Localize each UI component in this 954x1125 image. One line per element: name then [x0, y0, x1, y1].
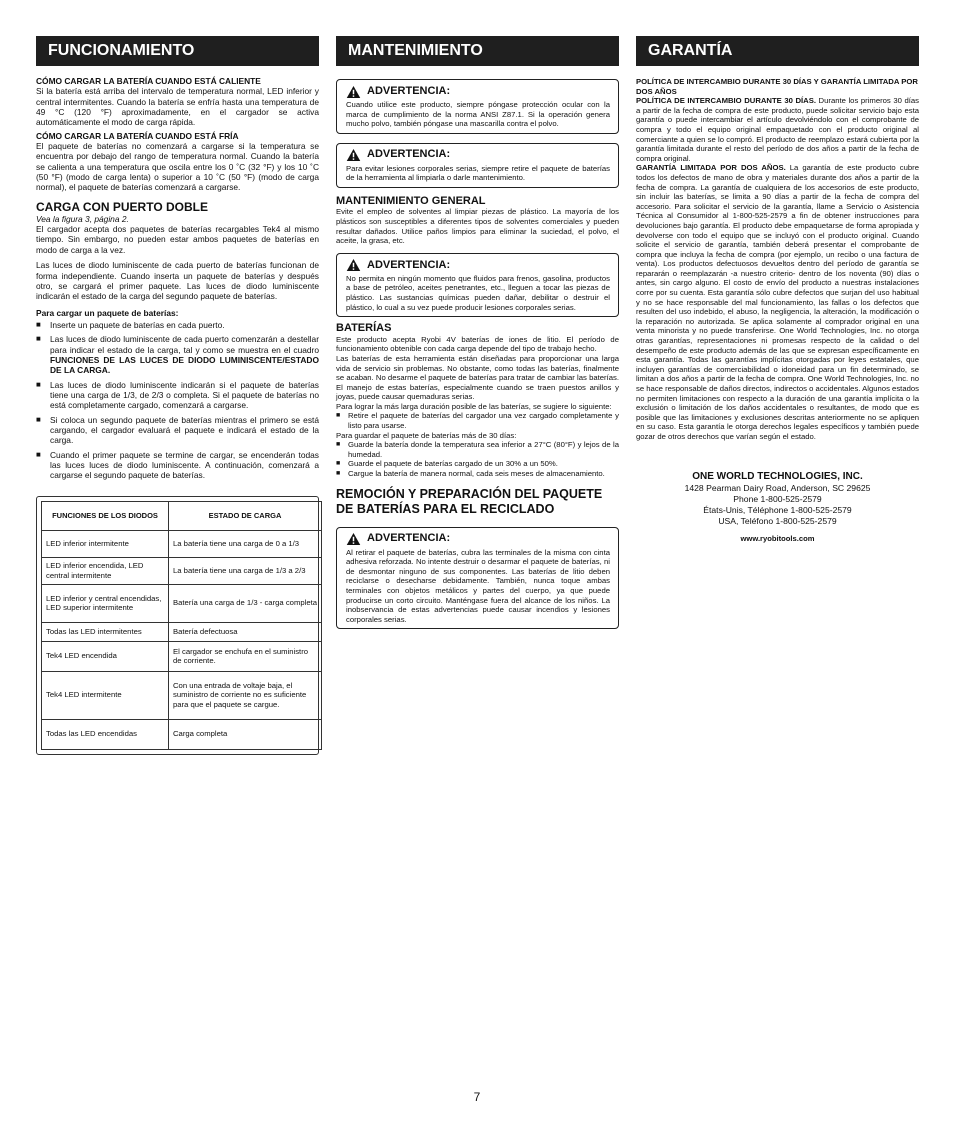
section-header: MANTENIMIENTO — [336, 36, 619, 66]
list-item: ■ Cuando el primer paquete se termine de cargar, se encenderán todas las luces luces de diodo luminiscente. A continuación, comenzará a cargarse el segundo paquete de baterías. — [36, 450, 319, 481]
cold-text: El paquete de baterías no comenzará a cargarse si la temperatura se encuentra por debajo del rango de temperatura normal. Cuando la batería se calienta a una temperatura que oscila entre los 0 ˚C (32 °F) y los 10 ˚C (50 °F) (modo de carga lenta) o superior a 10 ˚C (50 °F) (modo de carga normal), el paquete de baterías comenzará a cargarse. — [36, 141, 319, 193]
warning-heading: ADVERTENCIA: — [346, 532, 610, 547]
table-row: Todas las LED encendidas Carga completa — [42, 719, 322, 749]
steps-list — [36, 320, 319, 481]
phone-fr: États-Unis, Téléphone 1-800-525-2579 — [703, 504, 852, 515]
table-header: ESTADO DE CARGA — [169, 501, 322, 530]
list-item: ■ Las luces de diodo luminiscente indicarán si el paquete de baterías tiene una carga de 1/3, de 2/3 o completa. Si el paquete de baterías no está completamente cargado, comenzará a cargarse. — [36, 380, 319, 411]
column-funcionamiento — [36, 36, 319, 755]
batteries-p4: Para guardar el paquete de baterías más de 30 días: — [336, 430, 517, 440]
dual-title: CARGA CON PUERTO DOBLE — [36, 199, 209, 214]
section-header: GARANTÍA — [636, 36, 919, 66]
warning-heading: ADVERTENCIA: — [346, 148, 610, 163]
led-table — [41, 501, 322, 750]
hot-title: CÓMO CARGAR LA BATERÍA CUANDO ESTÁ CALIENTE — [36, 76, 261, 86]
table-row: Todas las LED intermitentes Batería defectuosa — [42, 622, 322, 641]
warning-text: No permita en ningún momento que fluidos para frenos, gasolina, productos a base de petróleo, aceites penetrantes, etc., lleguen a tocar las piezas de plástico. Las sustancias químicas pueden dañar, debilitar o destruir el plástico, lo cual a su vez puede producir lesiones corporales serias. — [346, 273, 610, 312]
warranty-text: GARANTÍA LIMITADA POR DOS AÑOS. La garantía de este producto cubre todos los defectos de mano de obra y materiales durante dos años a partir de la fecha de compra. La garantía de cualquiera de los accesorios de este producto, sin incluir las baterías, se limita a 90 días a partir de la fecha de compra del accesorio. Para solicitar el servicio de la garantía, llame a Servicio o Asistencia Técnica al Consumidor al 1-800-525-2579 a fin de obtener instrucciones para devoluciones bajo garantía. El producto debe empaquetarse de forma apropiada y devolverse con todo el equipo que se incluyó con el producto original. Cuando solicite el servicio de garantía, también deberá presentar el comprobante de compra que incluya la fecha de compra (por ejemplo, un recibo o una factura de venta). Los productos defectuosos devueltos dentro del período de garantía se repararán o reemplazarán -a nuestro criterio- dentro de los noventa (90) días o antes, sin cargo alguno. El costo de envío del producto a nuestras instalaciones corre por su cuenta. Esta garantía sólo cubre defectos que surjan del uso habitual y no se hace responsable del mal funcionamiento, las fallas o los defectos que resulten del uso indebido, el abuso, la negligencia, la alteración, la modificación o la reparación no autorizada. Se aplica solamente al comprador original en una venta minorista y no puede transferirse. One World Technologies, Inc. no otorga otras garantías, representaciones ni promesas respecto de la calidad o del desempeño de este producto además de las que se expresan específicamente en esta garantía. Todas las garantías implícitas otorgadas por leyes estatales, que incluyen garantías de comerciabilidad o idoneidad para un fin determinado, se limitan a dos años a partir de la fecha de compra. One World Technologies, Inc. no se hace responsable de daños directos, indirectos o accidentales. Algunos estados no permiten limitaciones con respecto a la duración de una garantía implícita o la exclusión o limitación de los daños accidentales o resultantes, de modo que es posible que las limitaciones y exclusiones descritas anteriormente no se apliquen en su caso. Esta garantía le otorga derechos legales específicos y también puede gozar de otros derechos que varían según el estado. — [636, 163, 919, 441]
warning-text: Cuando utilice este producto, siempre póngase protección ocular con la marca de cumplimiento de la norma ANSI Z87.1. Si la operación genera mucho polvo, también póngase una mascarilla contra el polvo. — [346, 100, 610, 129]
dual-p1: El cargador acepta dos paquetes de baterías recargables Tek4 al mismo tiempo. Sin embargo, no pueden estar ambos paquetes de baterías en modo de carga a la vez. — [36, 224, 319, 255]
warning-text: Al retirar el paquete de baterías, cubra las terminales de la misma con cinta adhesiva reforzada. No intente destruir o desarmar el paquete de baterías, ni de desmontar ninguno de sus componentes. Las baterías de litio deben reciclarse o desecharse debidamente. También, nunca toque ambas terminales con objetos metálicos y partes del cuerpo, ya que puede producirse un corto circuito. Manténgase fuera del alcance de los niños. La inobservancia de estas advertencias puede causar incendios y lesiones corporales serias. — [346, 547, 610, 624]
policy-text: POLÍTICA DE INTERCAMBIO DURANTE 30 DÍAS. Durante los primeros 30 días a partir de la fecha de compra de este producto, puede solicitar servicio bajo esta garantía o puede intercambiar el artículo devolviéndolo con el comprobante de compra y todo el equipo original empaquetado con el producto original al comerciante a quien se lo compró. El producto de reemplazo estará cubierta por la garantía limitada durante el resto del período de dos años a partir de la fecha de compra original. — [636, 96, 919, 163]
warning-text: Para evitar lesiones corporales serias, siempre retire el paquete de baterías de la herramienta al limpiarla o darle mantenimiento. — [346, 163, 610, 183]
hot-text: Si la batería está arriba del intervalo de temperatura normal, LED inferior y central intermitentes. Cuando la batería se enfría hasta una temperatura de 49 °C (120 °F) aproximadamente, en el cargador se activa automáticamente el modo de carga rápida. — [36, 86, 319, 128]
warning-heading: ADVERTENCIA: — [346, 84, 610, 99]
list-item: ■ Guarde la batería donde la temperatura sea inferior a 27°C (80°F) y lejos de la humedad. — [336, 440, 619, 459]
dual-p2: Las luces de diodo luminiscente de cada puerto de baterías funcionan de forma independiente. Cuando inserta un paquete de baterías y después otro, se cargará el primer paquete. Las luces de diodo luminiscente indicarán el estado de la carga del segundo paquete de baterías. — [36, 260, 319, 302]
warning-box — [336, 527, 619, 630]
led-table-box — [36, 496, 319, 755]
section-header: FUNCIONAMIENTO — [36, 36, 319, 66]
table-row: LED inferior intermitente La batería tiene una carga de 0 a 1/3 — [42, 530, 322, 557]
batteries-p3: Para lograr la más larga duración posible de las baterías, se sugiere lo siguiente: — [336, 401, 612, 411]
general-text: Evite el empleo de solventes al limpiar piezas de plástico. La mayoría de los plásticos son susceptibles a diferentes tipos de solventes comerciales y pueden resultar dañados. Utilice paños limpios para eliminar la suciedad, el polvo, el aceite, la grasa, etc. — [336, 207, 619, 246]
warning-box — [336, 143, 619, 188]
table-row: LED inferior encendida, LED central intermitente La batería tiene una carga de 1/3 a 2/3 — [42, 557, 322, 584]
column-mantenimiento — [336, 36, 619, 629]
list-item: ■ Inserte un paquete de baterías en cada puerto. — [36, 320, 319, 330]
address: 1428 Pearman Dairy Road, Anderson, SC 29625 — [684, 482, 871, 493]
column-garantia — [636, 36, 919, 544]
batteries-title: BATERÍAS — [336, 322, 392, 335]
recycling-title: REMOCIÓN Y PREPARACIÓN DEL PAQUETE DE BATERÍAS PARA EL RECICLADO — [336, 486, 603, 516]
warning-icon — [346, 258, 361, 272]
table-row: LED inferior y central encendidas, LED superior intermitente Batería una carga de 1/3 - carga completa — [42, 584, 322, 622]
warning-icon — [346, 148, 361, 162]
warning-heading: ADVERTENCIA: — [346, 258, 610, 273]
company-info — [636, 471, 919, 545]
steps-title: Para cargar un paquete de baterías: — [36, 307, 179, 318]
phone-es: USA, Teléfono 1-800-525-2579 — [718, 516, 837, 527]
warning-icon — [346, 532, 361, 546]
table-row: Tek4 LED encendida El cargador se enchufa en el suministro de corriente. — [42, 641, 322, 671]
list-item: ■ Las luces de diodo luminiscente de cada puerto comenzarán a destellar para indicar el estado de la carga, tal y como se muestra en el cuadro FUNCIONES DE LAS LUCES DE DIODO LUMINISCENTE/ESTADO DE LA CARGA. — [36, 334, 319, 375]
batteries-p1: Este producto acepta Ryobi 4V baterías de iones de litio. El período de funcionamiento obtenible con cada carga depende del tipo de trabajo hecho. — [336, 334, 619, 354]
list-item: ■ Cargue la batería de manera normal, cada seis meses de almacenamiento. — [336, 469, 619, 479]
batteries-p2: Las baterías de esta herramienta están diseñadas para proporcionar una larga vida de servicio sin problemas. No obstante, como todas las baterías, finalmente se acaban. No desarme el paquete de baterías para tratar de cambiar las baterías. El manejo de estas baterías, especialmente cuando se traen puestos anillos y joyas, puede causar quemaduras serias. — [336, 353, 619, 402]
phone: Phone 1-800-525-2579 — [733, 493, 822, 504]
list-item: ■ Retire el paquete de baterías del cargador una vez cargado completamente y listo para usarse. — [336, 411, 619, 430]
page-number: 7 — [473, 1090, 481, 1104]
warning-icon — [346, 85, 361, 99]
warning-box — [336, 253, 619, 317]
dual-ref: Vea la figura 3, página 2. — [36, 213, 129, 224]
cold-title: CÓMO CARGAR LA BATERÍA CUANDO ESTÁ FRÍA — [36, 130, 239, 141]
policy-title: POLÍTICA DE INTERCAMBIO DURANTE 30 DÍAS Y GARANTÍA LIMITADA POR DOS AÑOS — [636, 77, 918, 96]
list-item: ■ Si coloca un segundo paquete de baterías mientras el primero se está cargando, el cargador evaluará el paquete e indicará el estado de la carga. — [36, 415, 319, 446]
general-title: MANTENIMIENTO GENERAL — [336, 194, 486, 207]
table-header: FUNCIONES DE LOS DIODOS — [42, 501, 169, 530]
warning-box — [336, 79, 619, 134]
table-row: Tek4 LED intermitente Con una entrada de voltaje baja, el suministro de corriente no es suficiente para que el paquete se cargue. — [42, 671, 322, 719]
list-item: ■ Guarde el paquete de baterías cargado de un 30% a un 50%. — [336, 459, 619, 469]
website: www.ryobitools.com — [740, 534, 815, 544]
company-name: ONE WORLD TECHNOLOGIES, INC. — [692, 470, 863, 482]
